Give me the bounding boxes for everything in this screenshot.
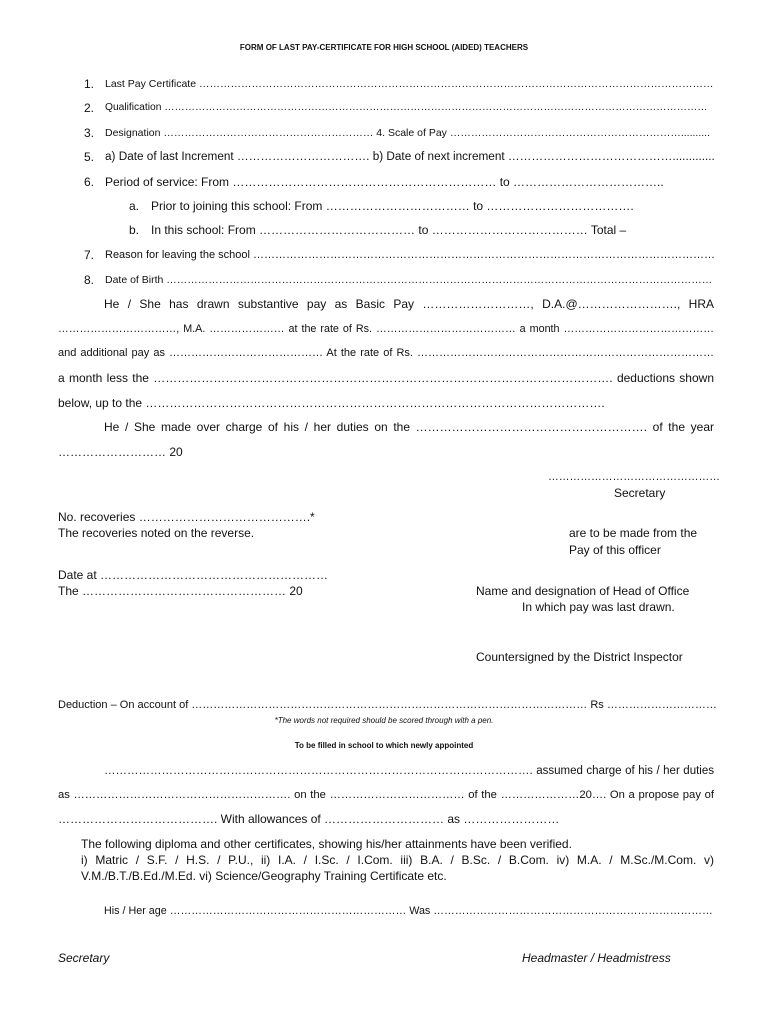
item-increment-dates: a) Date of last Increment ……………………………. b) Date of next increment ……………………………………............. xyxy=(105,150,715,163)
item-number: 6. xyxy=(83,175,94,189)
item-number: 1. xyxy=(83,77,94,91)
subitem-this-school-service: In this school: From ………………………………… to ………………………………… Total – xyxy=(151,223,627,237)
form-title: FORM OF LAST PAY-CERTIFICATE FOR HIGH SCHOOL (AIDED) TEACHERS xyxy=(239,43,529,52)
charge-paragraph-line: ……………………… 20 xyxy=(58,445,183,459)
pay-paragraph-line: below, up to the ……………………………………………………………………………………………………. xyxy=(58,396,605,410)
item-number: 3. xyxy=(83,126,94,140)
footer-secretary: Secretary xyxy=(58,951,110,965)
item-number: 7. xyxy=(83,248,94,262)
pay-paragraph-line: and additional pay as …………………………………… At the rate of Rs. ……………………………………………………………………… xyxy=(58,347,714,359)
deduction-line: Deduction – On account of ……………………………………………………………………………………………… Rs ………………………… xyxy=(58,699,717,711)
assumed-charge-line: …………………………………. With allowances of ………………………… as …………………… xyxy=(58,812,560,826)
diploma-list-line: V.M./B.T./B.Ed./M.Ed. vi) Science/Geography Training Certificate etc. xyxy=(81,869,447,883)
item-last-pay-certificate: Last Pay Certificate ………………………………………………………………………………………………………………………………… xyxy=(105,78,714,90)
recoveries-right-text: are to be made from the xyxy=(569,526,698,540)
pay-paragraph-line: He / She has drawn substantive pay as Basic Pay ………………………, D.A.@……………………., HRA xyxy=(104,297,714,311)
age-line: His / Her age ………………………………………………………… Was …………………………………………………………………… xyxy=(104,905,713,917)
item-qualification: Qualification …………………………………………………………………………………………………………………………………………… xyxy=(105,102,708,113)
subitem-prior-service: Prior to joining this school: From ……………………………… to ………………………………. xyxy=(151,199,634,213)
pay-paragraph-line: a month less the ……………………………………………………………………………………………………. deductions shown xyxy=(58,371,714,385)
charge-paragraph-line: He / She made over charge of his / her duties on the …………………………………………………. of the year xyxy=(104,420,714,434)
section-title: To be filled in school to which newly appointed xyxy=(294,741,474,750)
item-number: 8. xyxy=(83,273,94,287)
subitem-label: a. xyxy=(129,199,140,213)
head-of-office-label: Name and designation of Head of Office xyxy=(476,584,690,598)
footnote: *The words not required should be scored through with a pen. xyxy=(274,716,494,725)
secretary-signature-line: ………………………………………… xyxy=(548,471,720,483)
head-of-office-sublabel: In which pay was last drawn. xyxy=(522,600,675,614)
recoveries-line: No. recoveries …………………………………….* xyxy=(58,510,315,524)
recoveries-note: The recoveries noted on the reverse. xyxy=(58,526,255,540)
item-reason-for-leaving: Reason for leaving the school ……………………………………………………………………………………………………………… xyxy=(105,249,715,261)
item-designation: Designation …………………………………………………… 4. Scale of Pay ………………………………………………………….......... xyxy=(105,127,711,139)
item-number: 5. xyxy=(83,150,94,164)
assumed-charge-line: as …………………………………………………. on the ……………………………… of the …………………20…. On a propose pay of xyxy=(58,789,714,801)
recoveries-right-text: Pay of this officer xyxy=(569,543,661,557)
diploma-verified-line: The following diploma and other certificates, showing his/her attainments have been verified. xyxy=(81,837,572,851)
subitem-label: b. xyxy=(129,223,140,237)
footer-headmaster: Headmaster / Headmistress xyxy=(522,951,671,965)
item-number: 2. xyxy=(83,101,94,115)
item-period-of-service: Period of service: From ………………………………………………………… to ……………………………….. xyxy=(105,175,664,189)
pay-paragraph-line: ……………………………, M.A. ………………… at the rate of Rs. ………………………………… a month …………………………………… xyxy=(58,323,714,335)
countersigned-label: Countersigned by the District Inspector xyxy=(476,650,683,664)
item-date-of-birth: Date of Birth ………………………………………………………………………………………………………………………………………… xyxy=(105,274,713,286)
secretary-label: Secretary xyxy=(614,486,666,500)
diploma-list-line: i) Matric / S.F. / H.S. / P.U., ii) I.A. / I.Sc. / I.Com. iii) B.A. / B.Sc. / B.Com. iv) M.A. / M.Sc./M.Com. v) xyxy=(81,853,714,867)
the-date-line: The …………………………………………… 20 xyxy=(58,584,303,598)
date-at-line: Date at ………………………………………………… xyxy=(58,568,329,582)
assumed-charge-line: …………………………………………………………………………………………………. assumed charge of his / her duties xyxy=(104,765,714,777)
